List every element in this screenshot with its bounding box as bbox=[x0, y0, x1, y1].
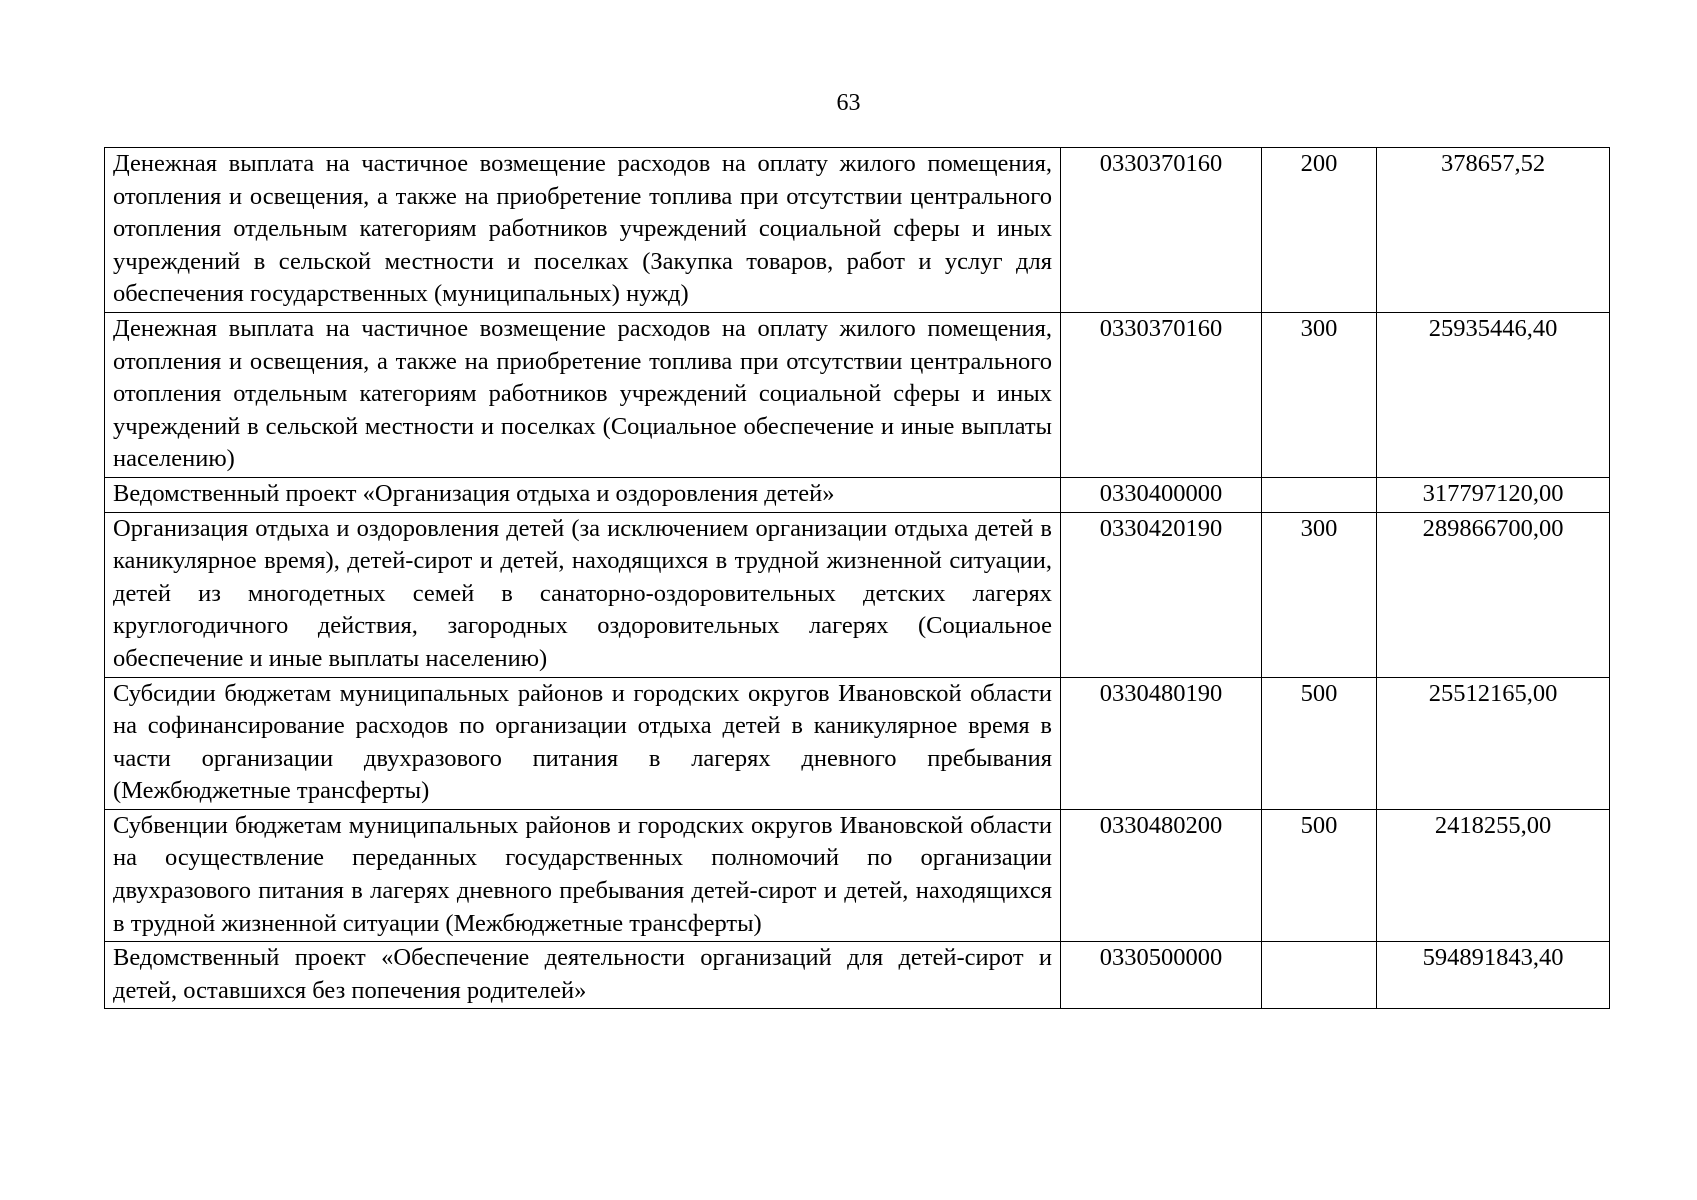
row-target-code: 0330370160 bbox=[1061, 312, 1262, 477]
row-expense-type bbox=[1262, 942, 1377, 1009]
row-amount: 378657,52 bbox=[1377, 148, 1610, 313]
row-description: Ведомственный проект «Обеспечение деятельности организаций для детей-сирот и детей, оставшихся без попечения родителей» bbox=[105, 942, 1061, 1009]
row-target-code: 0330500000 bbox=[1061, 942, 1262, 1009]
table-row bbox=[105, 148, 1610, 313]
row-target-code: 0330420190 bbox=[1061, 512, 1262, 677]
row-amount: 25935446,40 bbox=[1377, 312, 1610, 477]
row-expense-type: 500 bbox=[1262, 677, 1377, 809]
row-expense-type: 300 bbox=[1262, 512, 1377, 677]
row-description: Денежная выплата на частичное возмещение расходов на оплату жилого помещения, отопления и освещения, а также на приобретение топлива при отсутствии центрального отопления отдельным категориям работников учреждений социальной сферы и иных учреждений в сельской местности и поселках (Социальное обеспечение и иные выплаты населению) bbox=[105, 312, 1061, 477]
row-description: Ведомственный проект «Организация отдыха и оздоровления детей» bbox=[105, 477, 1061, 512]
row-expense-type: 500 bbox=[1262, 809, 1377, 941]
table-row bbox=[105, 477, 1610, 512]
row-target-code: 0330480190 bbox=[1061, 677, 1262, 809]
row-amount: 25512165,00 bbox=[1377, 677, 1610, 809]
table-row bbox=[105, 942, 1610, 1009]
row-expense-type: 200 bbox=[1262, 148, 1377, 313]
table-row bbox=[105, 677, 1610, 809]
row-description: Субсидии бюджетам муниципальных районов и городских округов Ивановской области на софинансирование расходов по организации отдыха детей в каникулярное время в части организации двухразового питания в лагерях дневного пребывания (Межбюджетные трансферты) bbox=[105, 677, 1061, 809]
row-amount: 2418255,00 bbox=[1377, 809, 1610, 941]
table-row bbox=[105, 512, 1610, 677]
row-target-code: 0330370160 bbox=[1061, 148, 1262, 313]
table-row bbox=[105, 809, 1610, 941]
row-expense-type: 300 bbox=[1262, 312, 1377, 477]
row-amount: 289866700,00 bbox=[1377, 512, 1610, 677]
row-expense-type bbox=[1262, 477, 1377, 512]
row-description: Субвенции бюджетам муниципальных районов и городских округов Ивановской области на осуществление переданных государственных полномочий по организации двухразового питания в лагерях дневного пребывания детей-сирот и детей, находящихся в трудной жизненной ситуации (Межбюджетные трансферты) bbox=[105, 809, 1061, 941]
page-number: 63 bbox=[836, 90, 861, 116]
row-target-code: 0330400000 bbox=[1061, 477, 1262, 512]
budget-table bbox=[104, 147, 1610, 1009]
row-amount: 594891843,40 bbox=[1377, 942, 1610, 1009]
row-target-code: 0330480200 bbox=[1061, 809, 1262, 941]
row-amount: 317797120,00 bbox=[1377, 477, 1610, 512]
row-description: Организация отдыха и оздоровления детей (за исключением организации отдыха детей в каникулярное время), детей-сирот и детей, находящихся в трудной жизненной ситуации, детей из многодетных семей в санаторно-оздоровительных детских лагерях круглогодичного действия, загородных оздоровительных лагерях (Социальное обеспечение и иные выплаты населению) bbox=[105, 512, 1061, 677]
table-row bbox=[105, 312, 1610, 477]
row-description: Денежная выплата на частичное возмещение расходов на оплату жилого помещения, отопления и освещения, а также на приобретение топлива при отсутствии центрального отопления отдельным категориям работников учреждений социальной сферы и иных учреждений в сельской местности и поселках (Закупка товаров, работ и услуг для обеспечения государственных (муниципальных) нужд) bbox=[105, 148, 1061, 313]
